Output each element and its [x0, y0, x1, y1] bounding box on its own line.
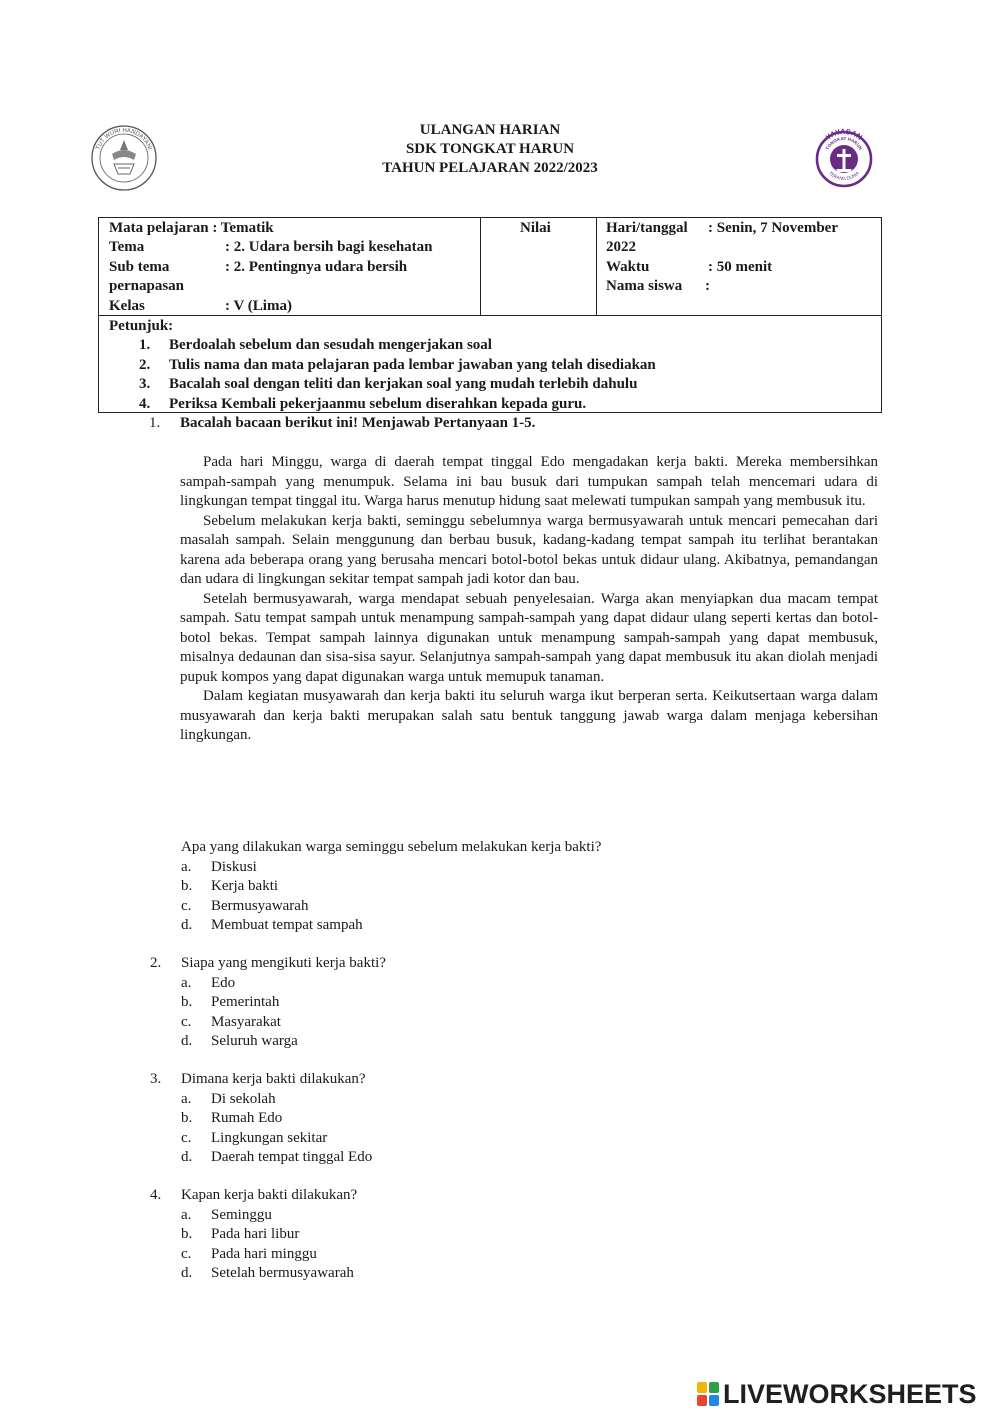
answer-option[interactable]: a. Diskusi [181, 858, 257, 875]
answer-option[interactable]: d. Setelah bermusyawarah [181, 1265, 354, 1281]
instruction-item: 2. Tulis nama dan mata pelajaran pada lembar jawaban yang telah disediakan [139, 356, 656, 373]
svg-text:TONGKAT HARUN: TONGKAT HARUN [824, 135, 864, 151]
theme-label: Tema [109, 239, 145, 256]
reading-passage [180, 453, 878, 746]
class-value: : V (Lima) [225, 297, 292, 314]
table-divider [480, 218, 481, 315]
question-text: Dimana kerja bakti dilakukan? [181, 1071, 366, 1087]
logo-tile [709, 1395, 719, 1406]
answer-option[interactable]: c. Masyarakat [181, 1013, 281, 1030]
passage-paragraph: Setelah bermusyawarah, warga mendapat sebuah penyelesaian. Warga akan menyiapkan dua macam tempat sampah. Satu tempat sampah untuk menampung sampah-sampah yang dapat didaur ulang seperti kertas dan botol-botol bekas. Tempat sampah lainnya digunakan untuk menampung sampah-sampah yang dapat membusuk, misalnya dedaunan dan sisa-sisa sayur. Selanjutnya sampah-sampah yang dapat membusuk itu akan diolah menjadi pupuk kompos yang dapat digunakan warga untuk memupuk tanaman. [180, 590, 878, 685]
instruction-item: 1. Berdoalah sebelum dan sesudah mengerjakan soal [139, 337, 492, 354]
svg-text:YAYASAN: YAYASAN [823, 126, 865, 142]
date-value: : Senin, 7 November [708, 220, 838, 236]
answer-option[interactable]: c. Lingkungan sekitar [181, 1129, 328, 1146]
answer-option[interactable]: b. Pemerintah [181, 994, 280, 1010]
answer-option[interactable]: b. Pada hari libur [181, 1226, 300, 1242]
question-text: Kapan kerja bakti dilakukan? [181, 1187, 358, 1203]
liveworksheets-logo-icon [697, 1382, 719, 1406]
time-label: Waktu [606, 258, 650, 275]
table-divider [596, 218, 597, 315]
theme-row [109, 238, 433, 257]
date-row [606, 219, 838, 238]
subject-label: Mata pelajaran [109, 220, 209, 236]
academic-year: TAHUN PELAJARAN 2022/2023 [382, 160, 598, 176]
theme-value: : 2. Udara bersih bagi kesehatan [225, 239, 433, 256]
answer-option[interactable]: d. Daerah tempat tinggal Edo [181, 1149, 373, 1165]
answer-option[interactable]: a. Seminggu [181, 1206, 272, 1223]
liveworksheets-brand[interactable] [697, 1379, 977, 1409]
question: 2. Siapa yang mengikuti kerja bakti? a. Edo b. Pemerintah c. Masyarakat d. Seluruh warga [181, 954, 386, 1052]
time-row [606, 258, 773, 277]
answer-option[interactable]: a. Di sekolah [181, 1090, 276, 1107]
question-text: Apa yang dilakukan warga seminggu sebelum melakukan kerja bakti? [181, 839, 602, 855]
subtheme-label: Sub tema [109, 258, 170, 275]
subject-value: : Tematik [212, 220, 274, 236]
yayasan-tongkat-harun-logo [812, 125, 876, 189]
school-name: SDK TONGKAT HARUN [405, 141, 575, 157]
table-divider [99, 315, 881, 316]
answer-option[interactable]: b. Kerja bakti [181, 878, 279, 894]
passage-paragraph: Sebelum melakukan kerja bakti, seminggu sebelumnya warga bermusyawarah untuk mencari pemecahan dari masalah sampah. Selain menggunung dan berbau busuk, kadang-kadang tempat sampah itu terlihat berantakan karena ada beberapa orang yang berusaha mencari botol-botol bekas untuk didaur ulang. Akibatnya, pemandangan dan udara di lingkungan sekitar tempat sampah jadi kotor dan bau. [180, 512, 878, 587]
subtheme-continuation: pernapasan [109, 278, 185, 295]
document-header [300, 121, 680, 178]
instructions-title: Petunjuk: [109, 318, 174, 334]
instruction-item: 4. Periksa Kembali pekerjaanmu sebelum diserahkan kepada guru. [139, 395, 587, 412]
class-row [109, 297, 292, 316]
svg-text:TERANG DUNIA: TERANG DUNIA [827, 170, 861, 182]
subtheme-value: : 2. Pentingnya udara bersih [225, 258, 408, 275]
svg-text:TUT WURI HANDAYANI: TUT WURI HANDAYANI [95, 127, 153, 151]
date-continuation: 2022 [606, 239, 636, 256]
time-value: : 50 menit [708, 258, 773, 275]
date-label: Hari/tanggal [606, 220, 688, 236]
subtheme-row [109, 258, 408, 277]
logo-tile [709, 1382, 719, 1393]
class-label: Kelas [109, 297, 145, 314]
answer-option[interactable]: a. Edo [181, 974, 236, 991]
logo-tile [697, 1395, 707, 1406]
answer-option[interactable]: b. Rumah Edo [181, 1110, 283, 1126]
question-text: Siapa yang mengikuti kerja bakti? [181, 955, 386, 971]
answer-option[interactable]: d. Membuat tempat sampah [181, 917, 363, 933]
question: 3. Dimana kerja bakti dilakukan? a. Di sekolah b. Rumah Edo c. Lingkungan sekitar d. Daerah tempat tinggal Edo [181, 1070, 372, 1168]
reading-instruction: 1. Bacalah bacaan berikut ini! Menjawab Pertanyaan 1-5. [149, 415, 536, 431]
passage-paragraph: Pada hari Minggu, warga di daerah tempat tinggal Edo mengadakan kerja bakti. Mereka membersihkan sampah-sampah yang menumpuk. Selama ini bau busuk dari tumpukan sampah telah mencemari udara di lingkungan tempat tinggal itu. Warga harus menutup hidung saat melewati tumpukan sampah yang membusuk itu. [180, 454, 878, 509]
tut-wuri-handayani-logo [90, 124, 158, 192]
logo-tile [697, 1382, 707, 1393]
subject-row [109, 219, 274, 238]
brand-name: LIVEWORKSHEETS [723, 1378, 977, 1409]
answer-option[interactable]: d. Seluruh warga [181, 1033, 298, 1049]
student-name-value: : [705, 278, 710, 295]
question [181, 838, 601, 936]
answer-option[interactable]: c. Pada hari minggu [181, 1245, 317, 1262]
answer-option[interactable]: c. Bermusyawarah [181, 897, 309, 914]
question: 4. Kapan kerja bakti dilakukan? a. Seminggu b. Pada hari libur c. Pada hari minggu d. Setelah bermusyawarah [181, 1186, 357, 1284]
header-title: ULANGAN HARIAN [419, 122, 561, 138]
exam-info-table [98, 217, 882, 413]
score-label: Nilai [520, 220, 551, 236]
student-name-row [606, 277, 710, 296]
student-name-label: Nama siswa [606, 278, 683, 295]
instruction-item: 3. Bacalah soal dengan teliti dan kerjakan soal yang mudah terlebih dahulu [139, 376, 638, 393]
passage-paragraph: Dalam kegiatan musyawarah dan kerja bakti itu seluruh warga ikut berperan serta. Keikutsertaan warga dalam musyawarah dan kerja bakti merupakan salah satu bentuk tanggung jawab warga dalam menjaga kebersihan lingkungan. [180, 688, 878, 743]
